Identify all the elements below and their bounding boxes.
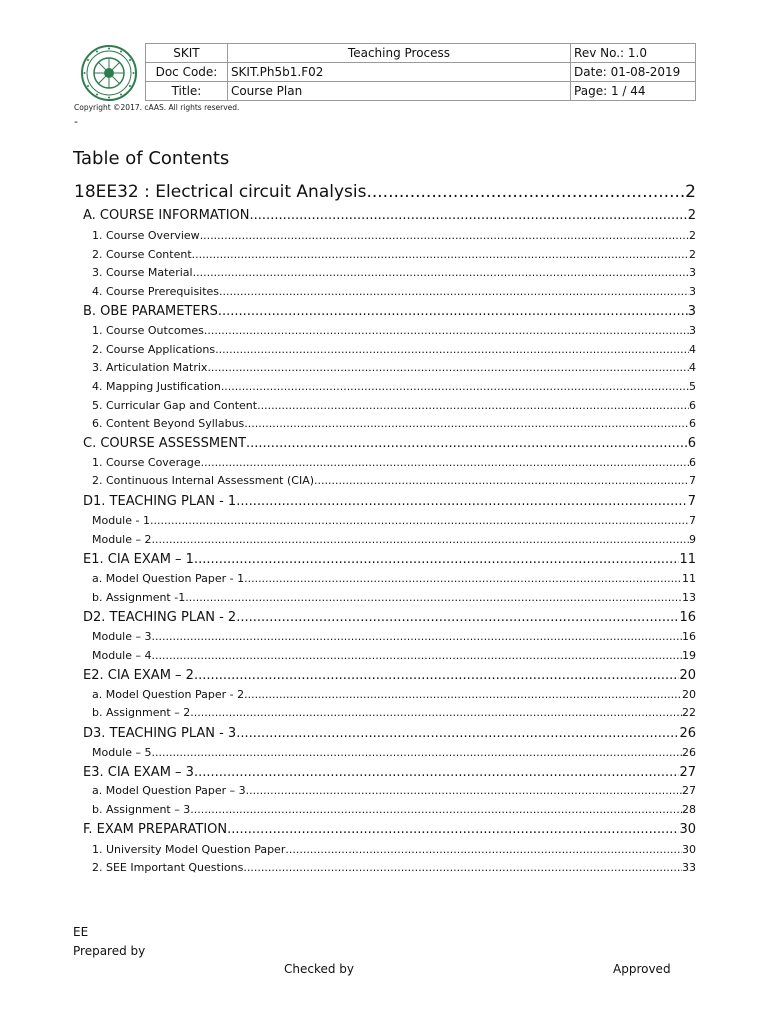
toc-entry-label: a. Model Question Paper - 2 (92, 688, 245, 701)
toc-entry[interactable] (92, 630, 696, 643)
toc-entry-label: 3. Course Material (92, 266, 193, 279)
header-doc-code: SKIT.Ph5b1.F02 (227, 63, 570, 82)
toc-entry-page: 16 (682, 630, 696, 643)
toc-entry-page: 7 (689, 474, 696, 487)
toc-leader-dots (152, 746, 683, 759)
toc-entry-label: Module - 1 (92, 514, 150, 527)
toc-entry-page: 11 (679, 552, 696, 567)
toc-leader-dots (204, 324, 689, 337)
toc-entry-page: 6 (687, 436, 696, 451)
toc-entry-page: 20 (682, 688, 696, 701)
header-rev: Rev No.: 1.0 (571, 44, 696, 63)
toc-leader-dots (246, 784, 682, 797)
toc-entry-page: 11 (682, 572, 696, 585)
toc-entry[interactable] (92, 399, 696, 412)
toc-entry-label: 4. Mapping Justification (92, 380, 221, 393)
toc-entry-page: 2 (689, 248, 696, 261)
toc-leader-dots (244, 688, 682, 701)
toc-leader-dots (185, 591, 682, 604)
toc-entry-page: 3 (689, 266, 696, 279)
toc-leader-dots (207, 361, 689, 374)
toc-leader-dots (190, 706, 682, 719)
toc-entry[interactable] (92, 688, 696, 701)
header-row-1 (146, 44, 696, 63)
toc-leader-dots (218, 304, 688, 319)
toc-entry[interactable] (92, 784, 696, 797)
institution-seal-icon (80, 44, 138, 102)
header-row-3 (146, 82, 696, 101)
toc-entry[interactable] (92, 380, 696, 393)
toc-entry-page: 26 (679, 726, 696, 741)
toc-entry-page: 2 (689, 229, 696, 242)
header-title: Course Plan (227, 82, 570, 101)
separator-dash: - (74, 115, 78, 128)
toc-entry[interactable] (92, 324, 696, 337)
toc-entry-label: 1. University Model Question Paper (92, 843, 286, 856)
copyright-notice: Copyright ©2017. cAAS. All rights reserved. (74, 103, 240, 112)
toc-entry-label: 4. Course Prerequisites (92, 285, 220, 298)
toc-entry[interactable] (83, 304, 696, 319)
toc-leader-dots (244, 572, 682, 585)
toc-entry-page: 3 (687, 304, 696, 319)
toc-entry[interactable] (83, 822, 696, 837)
toc-entry-label: Module – 3 (92, 630, 152, 643)
toc-entry-label: a. Model Question Paper - 1 (92, 572, 245, 585)
toc-entry[interactable] (92, 746, 696, 759)
footer-checked-by: Checked by (284, 962, 355, 976)
toc-leader-dots (194, 668, 680, 683)
toc-leader-dots (219, 285, 689, 298)
toc-entry[interactable] (92, 572, 696, 585)
toc-entry-page: 4 (689, 361, 696, 374)
toc-entry-label: Module – 2 (92, 533, 152, 546)
header-page: Page: 1 / 44 (571, 82, 696, 101)
toc-entry-label: 2. Course Content (92, 248, 192, 261)
toc-entry-page: 27 (682, 784, 696, 797)
toc-leader-dots (200, 229, 689, 242)
toc-entry[interactable] (92, 861, 696, 874)
toc-entry-label: A. COURSE INFORMATION (83, 208, 250, 223)
toc-leader-dots (152, 649, 683, 662)
toc-entry[interactable] (83, 765, 696, 780)
toc-entry[interactable] (92, 474, 696, 487)
toc-leader-dots (227, 822, 679, 837)
toc-entry[interactable] (92, 285, 696, 298)
toc-entry[interactable] (92, 591, 696, 604)
toc-leader-dots (194, 552, 680, 567)
toc-entry-label: D3. TEACHING PLAN - 3 (83, 726, 237, 741)
toc-entry[interactable] (92, 266, 696, 279)
toc-entry-page: 22 (682, 706, 696, 719)
toc-leader-dots (190, 803, 682, 816)
toc-entry-label: 1. Course Overview (92, 229, 200, 242)
toc-entry-page: 28 (682, 803, 696, 816)
toc-entry[interactable] (92, 229, 696, 242)
toc-leader-dots (285, 843, 682, 856)
toc-entry-label: E2. CIA EXAM – 2 (83, 668, 194, 683)
toc-entry-page: 16 (679, 610, 696, 625)
toc-entry-page: 20 (679, 668, 696, 683)
header-doc-code-label: Doc Code: (146, 63, 228, 82)
toc-entry-page: 9 (689, 533, 696, 546)
toc-leader-dots (152, 533, 690, 546)
toc-leader-dots (193, 266, 689, 279)
header-title-label: Title: (146, 82, 228, 101)
toc-entry-label: 1. Course Coverage (92, 456, 201, 469)
toc-entry-label: D1. TEACHING PLAN - 1 (83, 494, 237, 509)
toc-leader-dots (215, 343, 689, 356)
toc-leader-dots (236, 494, 688, 509)
toc-entry[interactable] (83, 668, 696, 683)
header-date: Date: 01-08-2019 (571, 63, 696, 82)
toc-entry[interactable] (92, 649, 696, 662)
toc-entry-page: 30 (679, 822, 696, 837)
toc-leader-dots (194, 765, 680, 780)
header-process: Teaching Process (227, 44, 570, 63)
toc-entry-label: a. Model Question Paper – 3 (92, 784, 246, 797)
toc-entry-label: 5. Curricular Gap and Content (92, 399, 258, 412)
toc-title: Table of Contents (73, 148, 230, 169)
toc-entry-page: 3 (689, 285, 696, 298)
toc-leader-dots (221, 380, 689, 393)
toc-leader-dots (314, 474, 689, 487)
toc-entry[interactable] (92, 706, 696, 719)
toc-entry-page: 6 (689, 417, 696, 430)
toc-entry[interactable] (83, 436, 696, 451)
toc-leader-dots (243, 861, 682, 874)
toc-entry-page: 26 (682, 746, 696, 759)
toc-entry-page: 30 (682, 843, 696, 856)
toc-entry-label: 18EE32 : Electrical circuit Analysis (74, 182, 367, 202)
toc-leader-dots (257, 399, 689, 412)
toc-entry[interactable] (92, 456, 696, 469)
toc-leader-dots (192, 248, 689, 261)
footer-prepared-by: Prepared by (73, 944, 146, 958)
toc-entry-label: b. Assignment -1 (92, 591, 186, 604)
toc-entry-page: 3 (689, 324, 696, 337)
toc-entry[interactable] (92, 843, 696, 856)
toc-entry-page: 2 (687, 208, 696, 223)
document-header-table (145, 43, 696, 101)
toc-entry-page: 33 (682, 861, 696, 874)
toc-leader-dots (236, 726, 679, 741)
toc-entry[interactable] (92, 361, 696, 374)
toc-entry[interactable] (92, 514, 696, 527)
toc-leader-dots (250, 208, 688, 223)
toc-leader-dots (150, 514, 689, 527)
toc-entry-page: 27 (679, 765, 696, 780)
toc-entry-label: 2. SEE Important Questions (92, 861, 244, 874)
toc-leader-dots (244, 417, 689, 430)
toc-entry-page: 4 (689, 343, 696, 356)
toc-entry-label: 3. Articulation Matrix (92, 361, 208, 374)
toc-entry[interactable] (83, 610, 696, 625)
toc-entry-label: 1. Course Outcomes (92, 324, 204, 337)
toc-entry-label: D2. TEACHING PLAN - 2 (83, 610, 237, 625)
toc-leader-dots (201, 456, 689, 469)
toc-entry-page: 7 (689, 514, 696, 527)
toc-entry-label: 6. Content Beyond Syllabus (92, 417, 245, 430)
toc-entry-label: 2. Course Applications (92, 343, 216, 356)
toc-entry-label: 2. Continuous Internal Assessment (CIA) (92, 474, 315, 487)
toc-entry[interactable] (83, 552, 696, 567)
footer-department: EE (73, 925, 89, 939)
toc-leader-dots (246, 436, 688, 451)
toc-leader-dots (236, 610, 679, 625)
toc-entry-page: 5 (689, 380, 696, 393)
toc-entry-label: Module – 4 (92, 649, 152, 662)
toc-entry-page: 19 (682, 649, 696, 662)
toc-entry-label: b. Assignment – 3 (92, 803, 191, 816)
toc-entry[interactable] (83, 494, 696, 509)
toc-leader-dots (366, 182, 685, 202)
toc-entry[interactable] (92, 803, 696, 816)
toc-entry-label: B. OBE PARAMETERS (83, 304, 218, 319)
header-org: SKIT (146, 44, 228, 63)
toc-entry-label: F. EXAM PREPARATION (83, 822, 228, 837)
toc-entry-label: C. COURSE ASSESSMENT (83, 436, 247, 451)
footer-approved: Approved (613, 962, 671, 976)
toc-entry-page: 6 (689, 399, 696, 412)
toc-leader-dots (152, 630, 683, 643)
toc-entry-label: b. Assignment – 2 (92, 706, 191, 719)
toc-entry-label: E1. CIA EXAM – 1 (83, 552, 194, 567)
toc-entry[interactable] (83, 726, 696, 741)
toc-entry[interactable] (92, 248, 696, 261)
toc-entry-page: 6 (689, 456, 696, 469)
toc-entry[interactable] (74, 182, 696, 202)
header-row-2 (146, 63, 696, 82)
toc-entry-page: 7 (687, 494, 696, 509)
toc-entry[interactable] (92, 417, 696, 430)
toc-entry-page: 2 (685, 182, 696, 202)
toc-entry-label: Module – 5 (92, 746, 152, 759)
toc-entry[interactable] (83, 208, 696, 223)
toc-entry[interactable] (92, 343, 696, 356)
toc-entry-page: 13 (682, 591, 696, 604)
toc-entry-label: E3. CIA EXAM – 3 (83, 765, 194, 780)
toc-entry[interactable] (92, 533, 696, 546)
